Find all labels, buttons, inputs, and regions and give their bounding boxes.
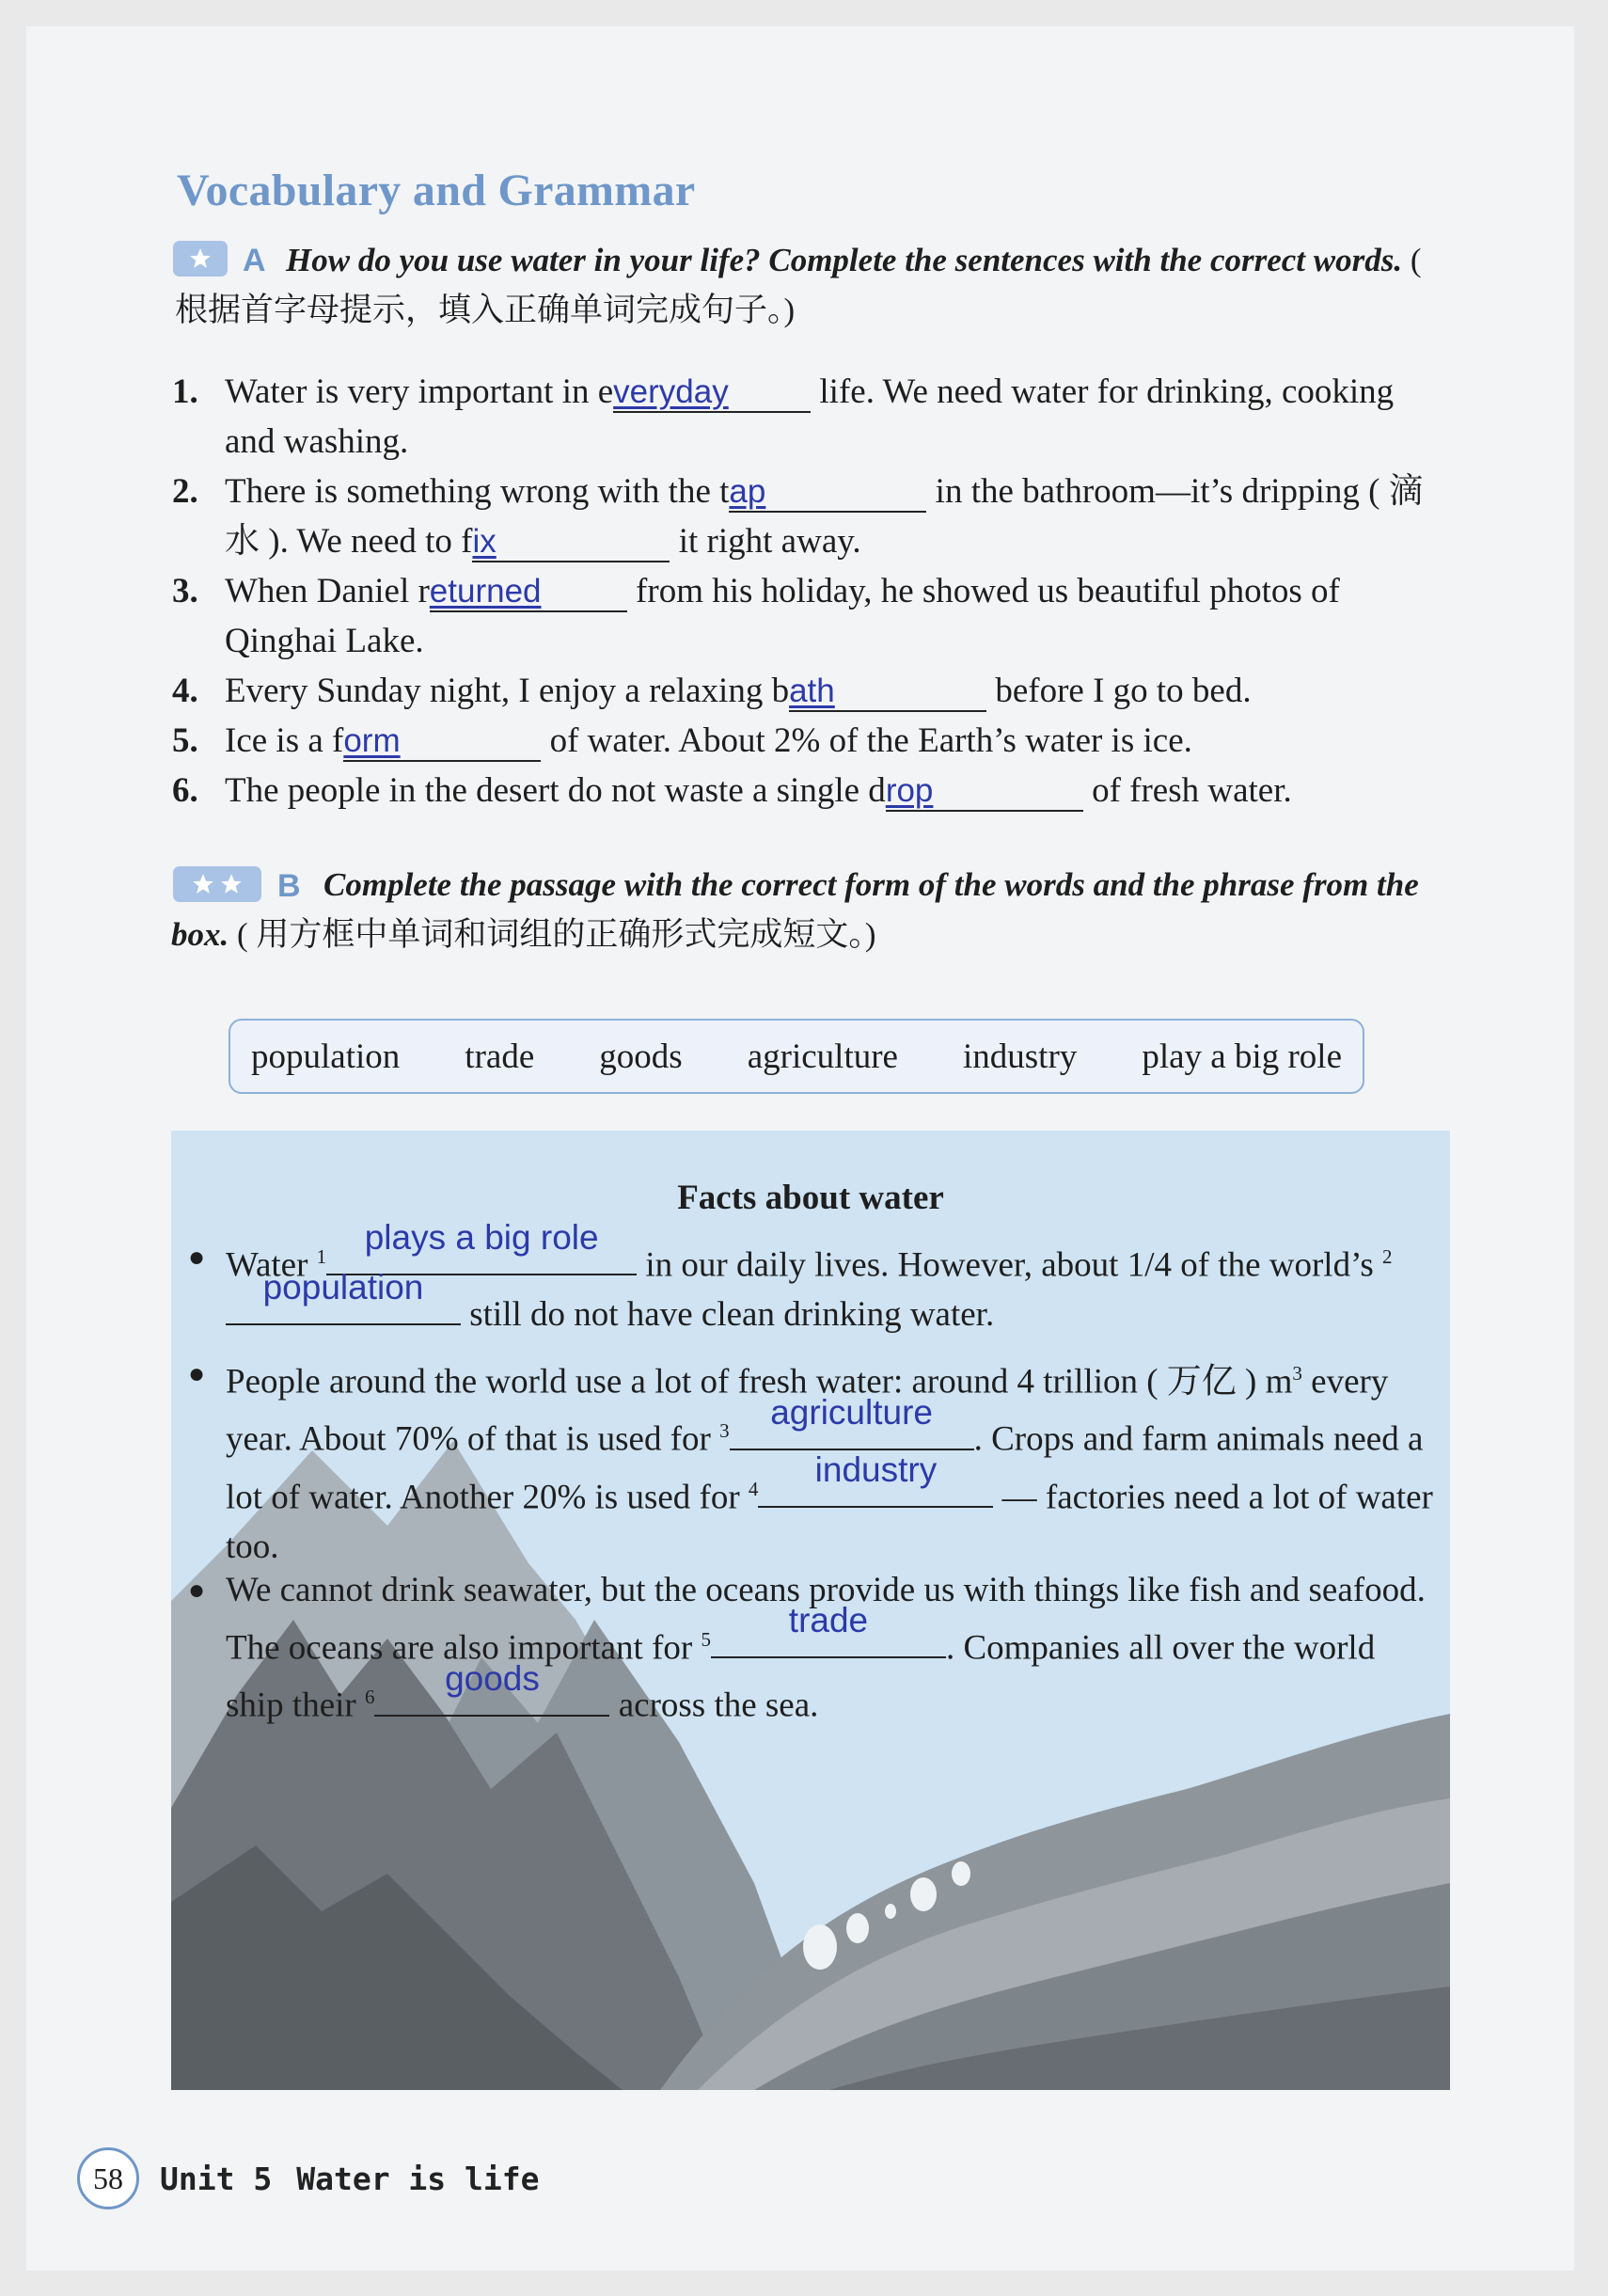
item-text: before I go to bed. bbox=[986, 672, 1252, 710]
answer-text: ath bbox=[789, 673, 835, 709]
passage-answer: trade bbox=[788, 1601, 869, 1640]
item-text: There is something wrong with the t bbox=[225, 472, 730, 511]
blank-number: 6 bbox=[364, 1686, 375, 1709]
passage-text: People around the world use a lot of fresh water: around 4 trillion ( 万亿 ) m bbox=[226, 1362, 1293, 1401]
section-a-letter: A bbox=[243, 243, 266, 278]
section-heading: Vocabulary and Grammar bbox=[177, 166, 696, 215]
facts-bullet-2 bbox=[188, 1349, 1439, 1572]
unit-label: Unit 5 bbox=[160, 2160, 273, 2197]
item-text: Water is very important in e bbox=[225, 372, 614, 411]
blank-number: 3 bbox=[719, 1419, 730, 1443]
passage-text: We cannot drink seawater, but the oceans provide us with things like fish and seafood. The oceans are also important for bbox=[226, 1571, 1426, 1668]
passage-text: in our daily lives. However, about 1/4 of the world’s bbox=[637, 1245, 1383, 1285]
blank-number: 4 bbox=[748, 1477, 759, 1500]
passage-text: Water bbox=[226, 1245, 317, 1285]
answer-blank[interactable] bbox=[613, 373, 811, 413]
item-number: 2. bbox=[172, 472, 198, 511]
facts-panel bbox=[171, 1131, 1450, 2090]
bullet-icon: ● bbox=[188, 1358, 206, 1389]
item-text: Every Sunday night, I enjoy a relaxing b bbox=[225, 672, 790, 710]
word-box bbox=[229, 1019, 1364, 1094]
answer-blank[interactable] bbox=[343, 722, 541, 762]
passage-answer: agriculture bbox=[770, 1392, 933, 1432]
item-text: of fresh water. bbox=[1082, 771, 1292, 810]
item-number: 4. bbox=[172, 672, 198, 710]
exercise-a-item-1 bbox=[172, 367, 1451, 467]
section-b-letter: B bbox=[277, 868, 301, 904]
exercise-a-item-5 bbox=[172, 716, 1451, 766]
bullet-icon: ● bbox=[188, 1575, 206, 1606]
item-text: from his holiday, he showed us beautiful photos of Qinghai Lake. bbox=[225, 572, 1340, 660]
item-number: 3. bbox=[172, 572, 198, 610]
answer-blank[interactable] bbox=[886, 772, 1083, 812]
bullet-icon: ● bbox=[188, 1242, 206, 1273]
section-a-instruction bbox=[175, 235, 1435, 335]
passage-answer: goods bbox=[445, 1658, 540, 1698]
item-text: The people in the desert do not waste a single d bbox=[225, 771, 886, 810]
exercise-a-item-2 bbox=[172, 467, 1451, 566]
answer-blank[interactable] bbox=[430, 573, 627, 612]
passage-blank[interactable] bbox=[374, 1658, 609, 1717]
item-text: in the bathroom—it’s dripping ( 滴水 ). We need to f bbox=[225, 472, 1424, 561]
answer-text: ap bbox=[729, 473, 766, 510]
exercise-a-item-4 bbox=[172, 666, 1451, 716]
section-b-instruction-cn: ( 用方框中单词和词组的正确形式完成短文。) bbox=[237, 916, 876, 953]
answer-blank[interactable] bbox=[472, 523, 670, 562]
answer-text: rop bbox=[885, 772, 934, 809]
item-text: of water. About 2% of the Earth’s water is ice. bbox=[541, 721, 1192, 760]
page-footer bbox=[77, 2147, 564, 2209]
item-text: it right away. bbox=[670, 522, 861, 561]
unit-title bbox=[160, 2161, 564, 2197]
facts-bullet-3 bbox=[188, 1565, 1439, 1731]
blank-number: 2 bbox=[1382, 1245, 1393, 1268]
passage-text: every year. About 70% of that is used for bbox=[226, 1362, 1389, 1459]
facts-bullet-1 bbox=[188, 1218, 1439, 1339]
exercise-a-list bbox=[172, 367, 1451, 815]
passage-answer: industry bbox=[814, 1449, 938, 1489]
passage-text: still do not have clean drinking water. bbox=[461, 1295, 995, 1335]
blank-number: 5 bbox=[701, 1628, 711, 1651]
passage-text: . Crops and farm animals need a lot of water. Another 20% is used for bbox=[226, 1419, 1424, 1516]
word-box-item: agriculture bbox=[747, 1037, 898, 1076]
word-box-item: population bbox=[251, 1037, 401, 1076]
blank-number: 1 bbox=[316, 1245, 327, 1268]
item-number: 5. bbox=[172, 721, 198, 760]
item-text: Ice is a f bbox=[225, 721, 344, 760]
passage-blank[interactable] bbox=[730, 1392, 974, 1450]
passage-answer: population bbox=[262, 1268, 424, 1307]
item-text: When Daniel r bbox=[225, 572, 430, 610]
exercise-a-item-6 bbox=[172, 766, 1451, 815]
answer-text: orm bbox=[343, 722, 401, 759]
section-b-instruction bbox=[171, 860, 1436, 959]
answer-text: eturned bbox=[429, 573, 542, 610]
passage-answer: plays a big role bbox=[364, 1218, 599, 1258]
section-a-instruction-cn: ( 根据首字母提示，填入正确单词完成句子。) bbox=[175, 242, 1422, 328]
section-a-instruction-en: How do you use water in your life? Complete the sentences with the correct words. bbox=[286, 242, 1403, 278]
passage-blank[interactable] bbox=[711, 1601, 946, 1658]
word-box-item: goods bbox=[599, 1037, 683, 1076]
superscript: 3 bbox=[1292, 1362, 1302, 1385]
item-text: life. We need water for drinking, cooking and washing. bbox=[225, 372, 1395, 461]
unit-name: Water is life bbox=[296, 2160, 540, 2197]
answer-text: veryday bbox=[613, 373, 729, 410]
facts-title: Facts about water bbox=[677, 1179, 944, 1217]
passage-blank[interactable] bbox=[758, 1449, 993, 1508]
answer-text: ix bbox=[472, 523, 497, 560]
word-box-item: trade bbox=[465, 1037, 535, 1076]
passage-text: . Companies all over the world ship their bbox=[226, 1628, 1376, 1725]
exercise-a-item-3 bbox=[172, 566, 1451, 666]
answer-blank[interactable] bbox=[729, 473, 926, 513]
page-number: 58 bbox=[77, 2147, 139, 2209]
passage-text: across the sea. bbox=[609, 1686, 819, 1725]
passage-blank[interactable] bbox=[226, 1268, 461, 1325]
word-box-item: industry bbox=[963, 1037, 1078, 1076]
passage-text: — factories need a lot of water too. bbox=[226, 1477, 1433, 1566]
answer-blank[interactable] bbox=[789, 673, 986, 712]
item-number: 1. bbox=[172, 372, 198, 411]
word-box-item: play a big role bbox=[1142, 1037, 1342, 1076]
section-b-instruction-en: Complete the passage with the correct form of the words and the phrase from the box. bbox=[171, 866, 1419, 953]
item-number: 6. bbox=[172, 771, 198, 810]
